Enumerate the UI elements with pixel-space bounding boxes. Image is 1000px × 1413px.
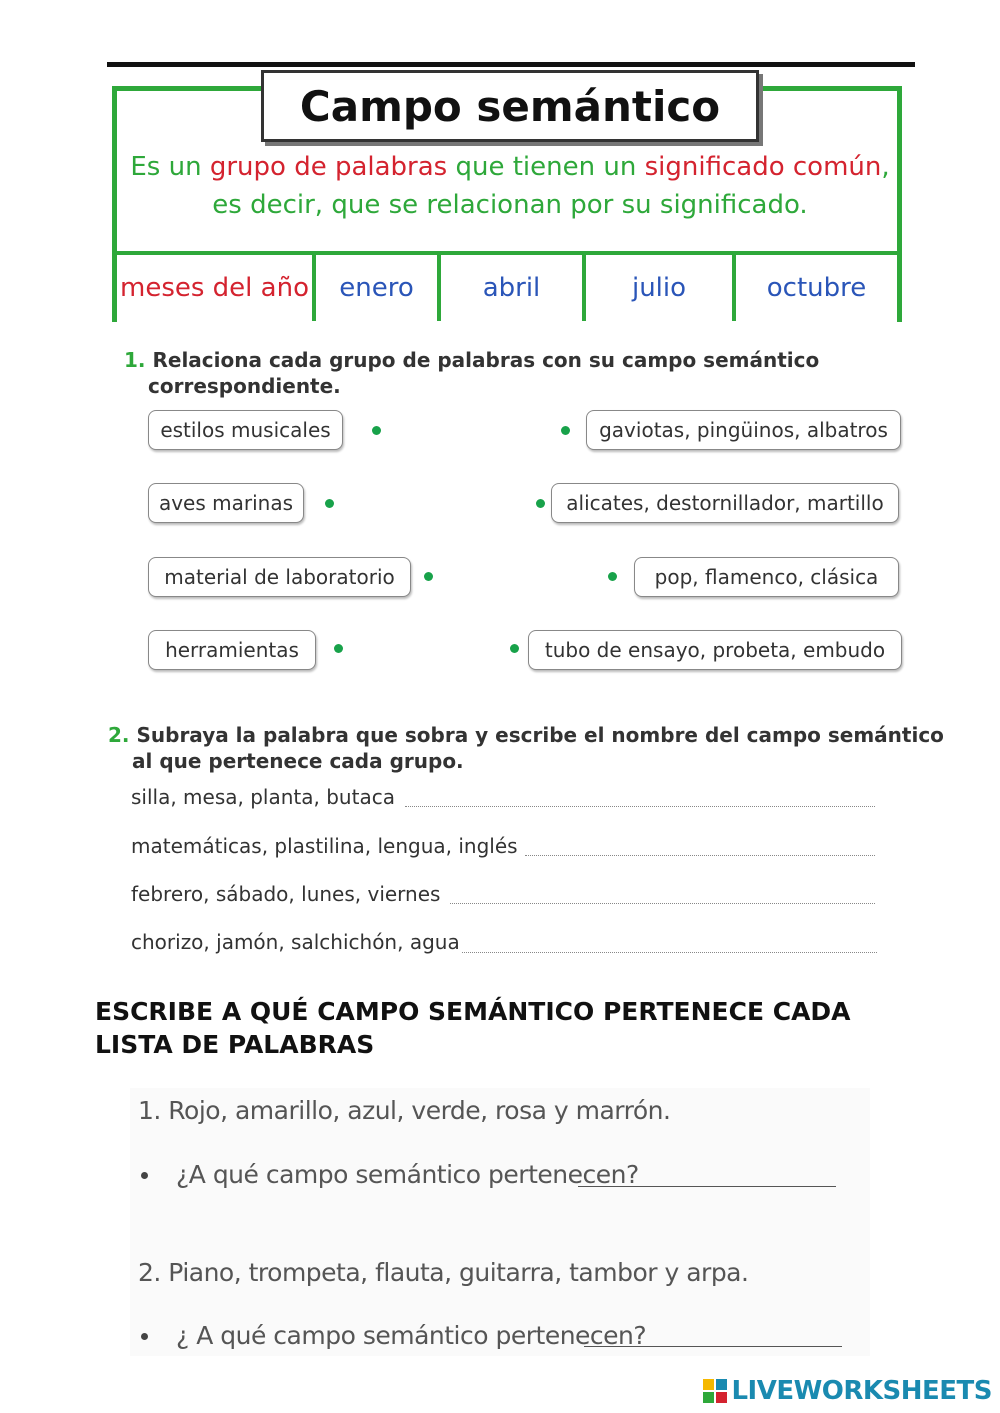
definition-text — [120, 148, 900, 224]
question-text: ¿ A qué campo semántico pertenecen? — [176, 1321, 647, 1350]
top-rule — [107, 62, 915, 67]
page-title: Campo semántico — [261, 70, 759, 142]
word-group[interactable]: chorizo, jamón, salchichón, agua — [131, 930, 460, 954]
liveworksheets-brand[interactable] — [703, 1376, 992, 1406]
answer-line[interactable] — [525, 855, 875, 856]
exercise1-instruction-line: Relaciona cada grupo de palabras con su campo semántico — [152, 348, 820, 372]
exercise1-number: 1. — [124, 348, 146, 372]
exercise2-instruction-line: al que pertenece cada grupo. — [132, 749, 464, 773]
list-item: 2. Piano, trompeta, flauta, guitarra, tambor y arpa. — [138, 1258, 749, 1287]
bullet-icon — [141, 1172, 148, 1179]
example-cell: octubre — [766, 273, 867, 303]
answer-line[interactable] — [584, 1346, 842, 1347]
match-dot-left[interactable] — [325, 499, 334, 508]
definition-highlight: grupo de palabras — [209, 152, 448, 182]
question-text: ¿A qué campo semántico pertenecen? — [176, 1160, 639, 1189]
brand-name: LIVEWORKSHEETS — [731, 1376, 992, 1406]
match-left-item[interactable]: material de laboratorio — [148, 557, 411, 597]
answer-line[interactable] — [578, 1186, 836, 1187]
match-right-item[interactable]: pop, flamenco, clásica — [634, 557, 899, 597]
match-dot-right[interactable] — [510, 644, 519, 653]
exercise2-instruction-line: Subraya la palabra que sobra y escribe el nombre del campo semántico — [136, 723, 944, 747]
answer-line[interactable] — [405, 806, 875, 807]
scanned-exercise-panel — [130, 1088, 870, 1356]
liveworksheets-logo-icon — [703, 1379, 727, 1403]
word-group[interactable]: matemáticas, plastilina, lengua, inglés — [131, 834, 518, 858]
exercise2-instruction — [108, 722, 944, 748]
match-right-item[interactable]: gaviotas, pingüinos, albatros — [586, 410, 901, 450]
answer-line[interactable] — [462, 952, 877, 953]
match-right-item[interactable]: tubo de ensayo, probeta, embudo — [528, 630, 902, 670]
example-cell: julio — [586, 255, 736, 321]
list-item: 1. Rojo, amarillo, azul, verde, rosa y marrón. — [138, 1096, 671, 1125]
match-left-item[interactable]: aves marinas — [148, 483, 304, 523]
section3-heading: ESCRIBE A QUÉ CAMPO SEMÁNTICO PERTENECE CADA — [95, 997, 851, 1026]
match-dot-right[interactable] — [536, 499, 545, 508]
match-dot-left[interactable] — [424, 572, 433, 581]
definition-part: , es decir, que se relacionan por su significado. — [212, 152, 890, 220]
definition-part: que tienen un — [447, 152, 645, 182]
exercise2-number: 2. — [108, 723, 130, 747]
exercise1-instruction — [124, 347, 819, 373]
word-group[interactable]: silla, mesa, planta, butaca — [131, 785, 395, 809]
match-dot-right[interactable] — [561, 426, 570, 435]
example-cell-category: meses del año — [117, 255, 316, 321]
exercise1-instruction-line: correspondiente. — [148, 374, 341, 398]
bullet-icon — [141, 1333, 148, 1340]
answer-line[interactable] — [450, 903, 875, 904]
definition-part: Es un — [130, 152, 210, 182]
definition-highlight: significado común — [644, 152, 882, 182]
word-group[interactable]: febrero, sábado, lunes, viernes — [131, 882, 441, 906]
match-right-item[interactable]: alicates, destornillador, martillo — [551, 483, 899, 523]
match-dot-left[interactable] — [334, 644, 343, 653]
example-cell: abril — [441, 255, 586, 321]
section3-heading: LISTA DE PALABRAS — [95, 1030, 375, 1059]
match-dot-right[interactable] — [608, 572, 617, 581]
match-dot-left[interactable] — [372, 426, 381, 435]
match-left-item[interactable]: herramientas — [148, 630, 316, 670]
example-row — [117, 255, 897, 321]
example-cell: enero — [316, 255, 441, 321]
match-left-item[interactable]: estilos musicales — [148, 410, 343, 450]
